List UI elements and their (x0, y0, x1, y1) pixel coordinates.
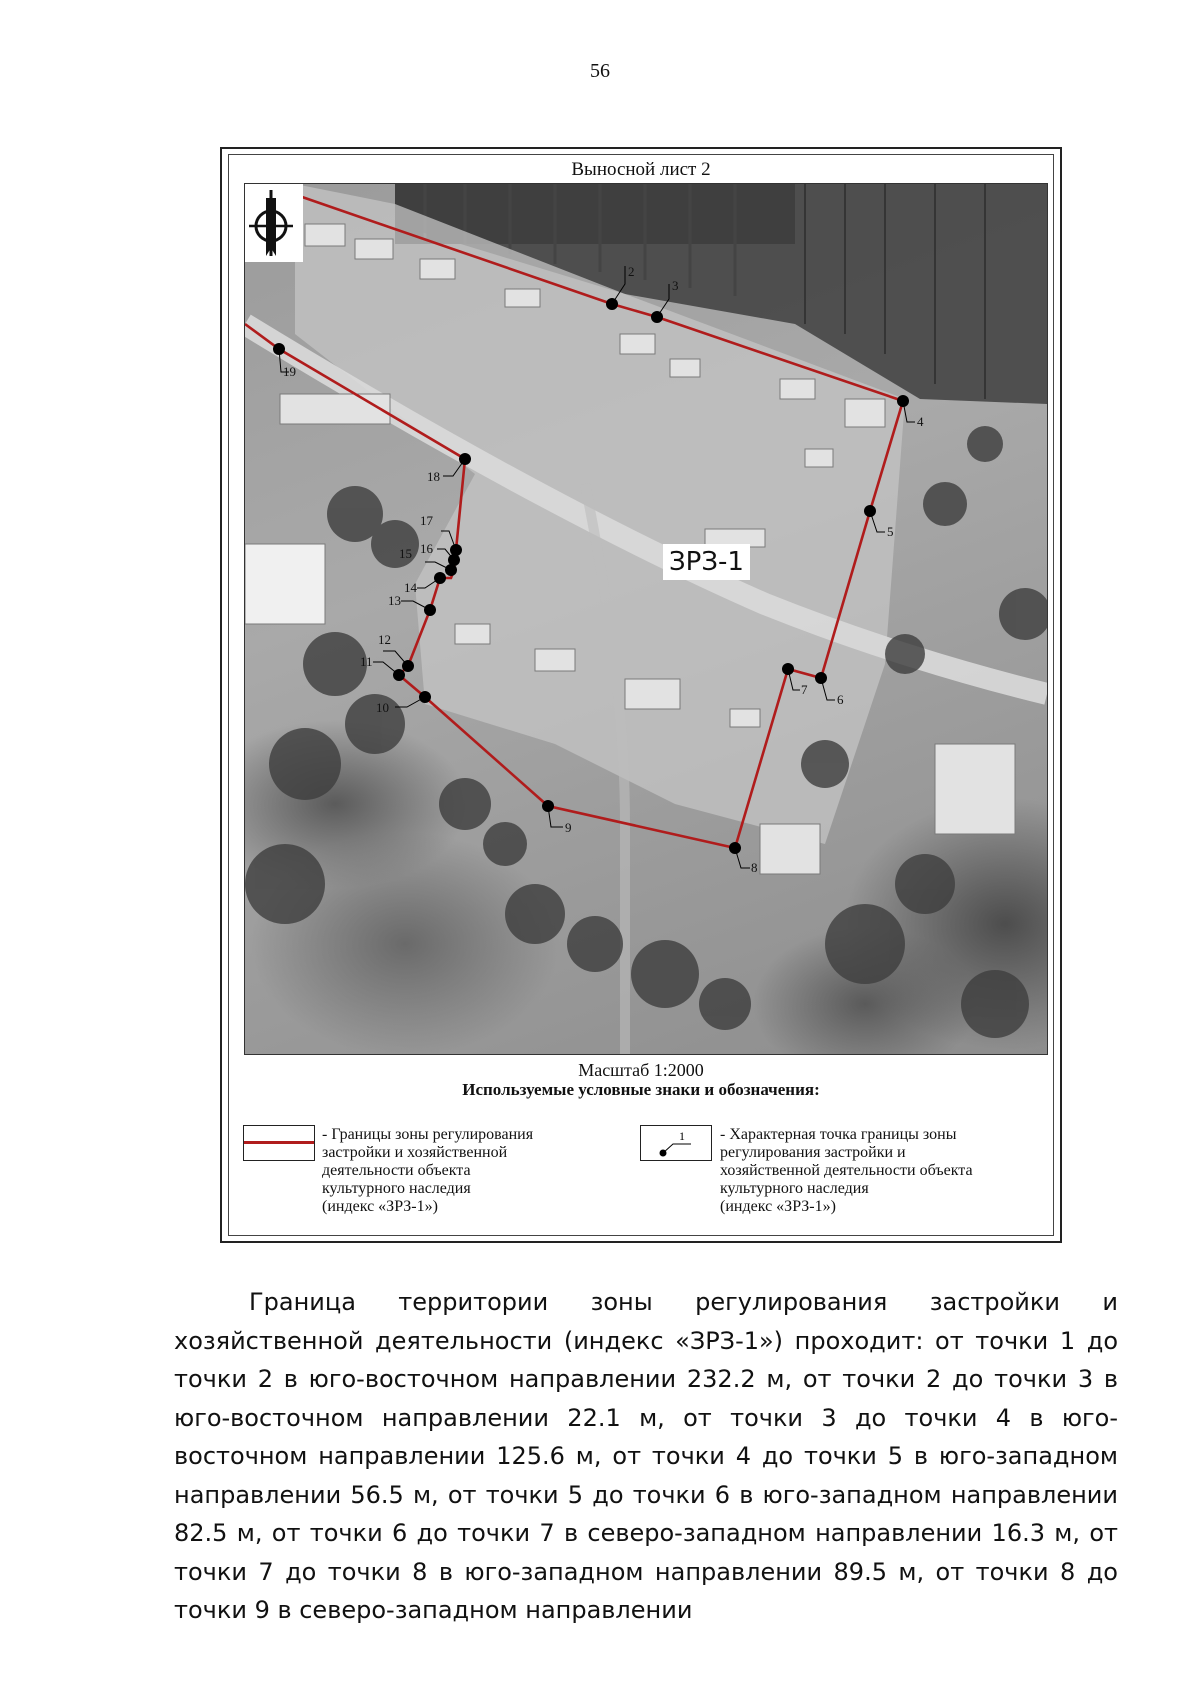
point-label-18: 18 (427, 469, 440, 484)
point-label-8: 8 (751, 860, 758, 875)
north-arrow-icon (245, 184, 303, 262)
map-imagery (245, 184, 1047, 1054)
north-arrow (245, 184, 303, 262)
point-label-17: 17 (420, 513, 433, 528)
point-label-16: 16 (420, 541, 433, 556)
legend-line: регулирования застройки и (720, 1144, 906, 1161)
legend-item-point (720, 1126, 1052, 1216)
point-label-2: 2 (628, 264, 635, 279)
point-label-11: 11 (360, 654, 373, 669)
boundary-description-paragraph: Граница территории зоны регулирования застройки и хозяйственной деятельности (индекс «ЗРЗ-1») проходит: от точки 1 до точки 2 в юго-восточном направлении 232.2 м, от точки 2 до точки 3 в юго-восточном направлении 22.1 м, от точки 3 до точки 4 в юго-восточном направлении 125.6 м, от точки 4 до точки 5 в юго-западном направлении 56.5 м, от точки 5 до точки 6 в юго-западном направлении 82.5 м, от точки 6 до точки 7 в северо-западном направлении 16.3 м, от точки 7 до точки 8 в юго-западном направлении 89.5 м, от точки 8 до точки 9 в северо-западном направлении (174, 1288, 1118, 1624)
legend-line: культурного наследия (720, 1180, 869, 1197)
map-scale: Масштаб 1:2000 (578, 1060, 704, 1080)
point-label-6: 6 (837, 692, 844, 707)
legend-boundary-symbol (243, 1125, 315, 1161)
point-symbol-icon (641, 1126, 711, 1160)
point-label-5: 5 (887, 524, 894, 539)
legend-line: - Характерная точка границы зоны (720, 1126, 957, 1143)
satellite-map[interactable] (244, 183, 1048, 1055)
point-label-12: 12 (378, 632, 391, 647)
legend-point-label: 1 (679, 1129, 685, 1143)
page-number: 56 (590, 60, 610, 82)
legend-line: хозяйственной деятельности объекта (720, 1162, 973, 1179)
legend-line: деятельности объекта (322, 1162, 471, 1179)
point-label-9: 9 (565, 820, 572, 835)
point-label-15: 15 (399, 546, 412, 561)
point-label-19: 19 (283, 364, 296, 379)
legend-item-boundary (322, 1126, 617, 1216)
legend-title: Используемые условные знаки и обозначения: (462, 1080, 820, 1099)
boundary-line-swatch (244, 1141, 314, 1144)
sheet-title: Выносной лист 2 (571, 159, 711, 180)
legend-line: застройки и хозяйственной (322, 1144, 508, 1161)
point-label-3: 3 (672, 278, 679, 293)
legend-line: культурного наследия (322, 1180, 471, 1197)
point-label-10: 10 (376, 700, 389, 715)
legend-line: (индекс «ЗРЗ-1») (322, 1198, 438, 1215)
point-label-4: 4 (917, 414, 924, 429)
legend-line: (индекс «ЗРЗ-1») (720, 1198, 836, 1215)
zone-label: ЗРЗ-1 (663, 544, 750, 580)
point-label-7: 7 (801, 682, 808, 697)
legend-line: - Границы зоны регулирования (322, 1126, 534, 1143)
legend-point-symbol (640, 1125, 712, 1161)
point-label-13: 13 (388, 593, 401, 608)
body-text (174, 1283, 1118, 1630)
point-label-14: 14 (404, 580, 417, 595)
